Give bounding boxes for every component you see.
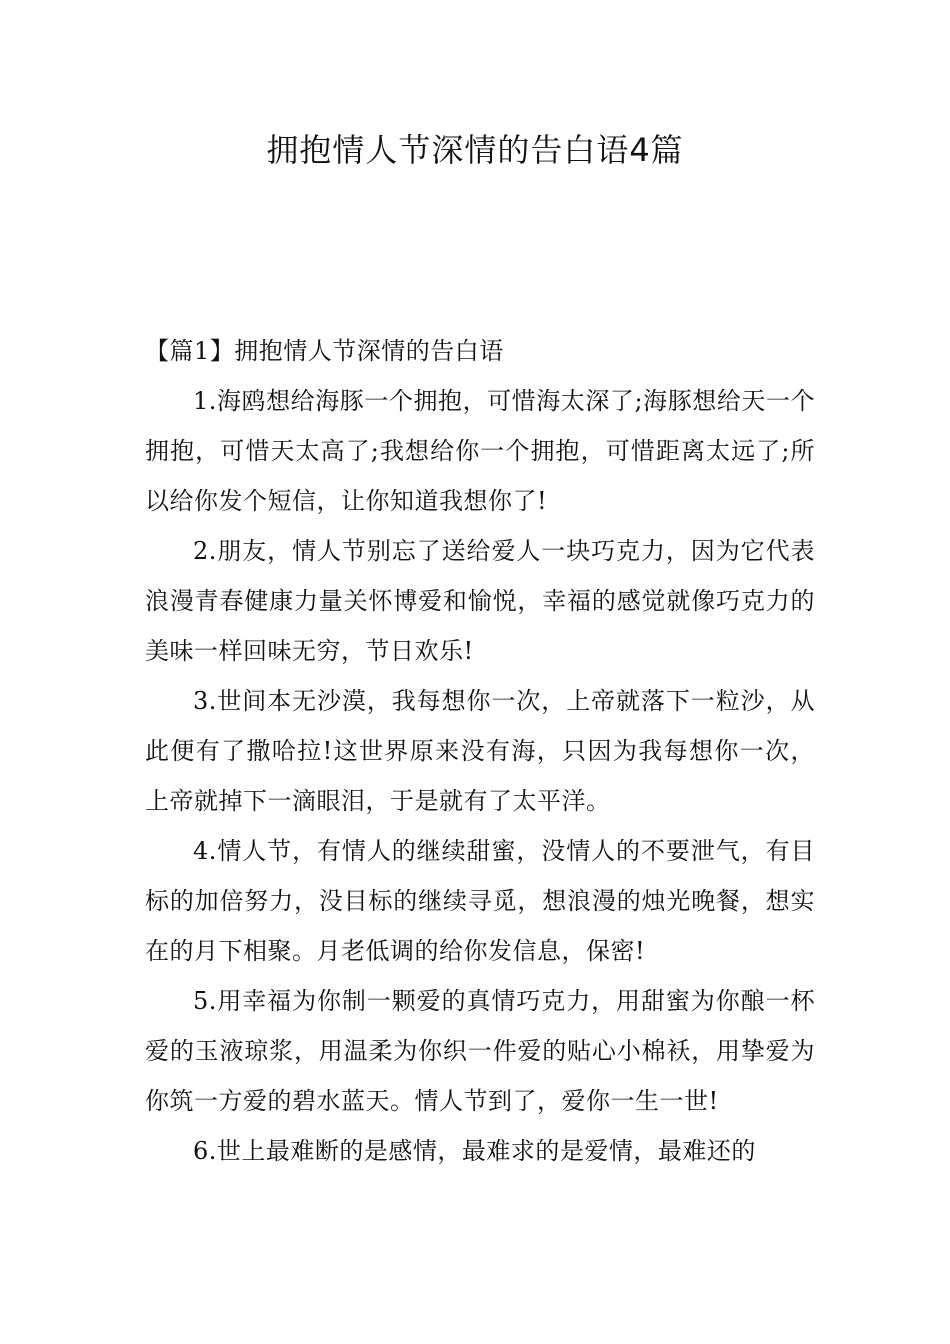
section-heading: 【篇1】拥抱情人节深情的告白语 <box>145 337 504 365</box>
paragraph-6: 6.世上最难断的是感情，最难求的是爱情，最难还的 <box>193 1137 756 1165</box>
paragraph-2: 2.朋友，情人节别忘了送给爱人一块巧克力，因为它代表浪漫青春健康力量关怀博爱和愉悦，幸福的感觉就像巧克力的美味一样回味无穷，节日欢乐! <box>145 537 815 665</box>
paragraph-5: 5.用幸福为你制一颗爱的真情巧克力，用甜蜜为你酿一杯爱的玉液琼浆，用温柔为你织一件爱的贴心小棉袄，用挚爱为你筑一方爱的碧水蓝天。情人节到了，爱你一生一世! <box>145 987 815 1115</box>
paragraph-3: 3.世间本无沙漠，我每想你一次，上帝就落下一粒沙，从此便有了撒哈拉!这世界原来没有海，只因为我每想你一次，上帝就掉下一滴眼泪，于是就有了太平洋。 <box>145 687 815 815</box>
document-body <box>145 326 815 1176</box>
document-title: 拥抱情人节深情的告白语4篇 <box>266 131 684 169</box>
paragraph-4: 4.情人节，有情人的继续甜蜜，没情人的不要泄气，有目标的加倍努力，没目标的继续寻觅，想浪漫的烛光晚餐，想实在的月下相聚。月老低调的给你发信息，保密! <box>145 837 815 965</box>
paragraph-1: 1.海鸥想给海豚一个拥抱，可惜海太深了;海豚想给天一个拥抱，可惜天太高了;我想给你一个拥抱，可惜距离太远了;所以给你发个短信，让你知道我想你了! <box>145 387 815 515</box>
